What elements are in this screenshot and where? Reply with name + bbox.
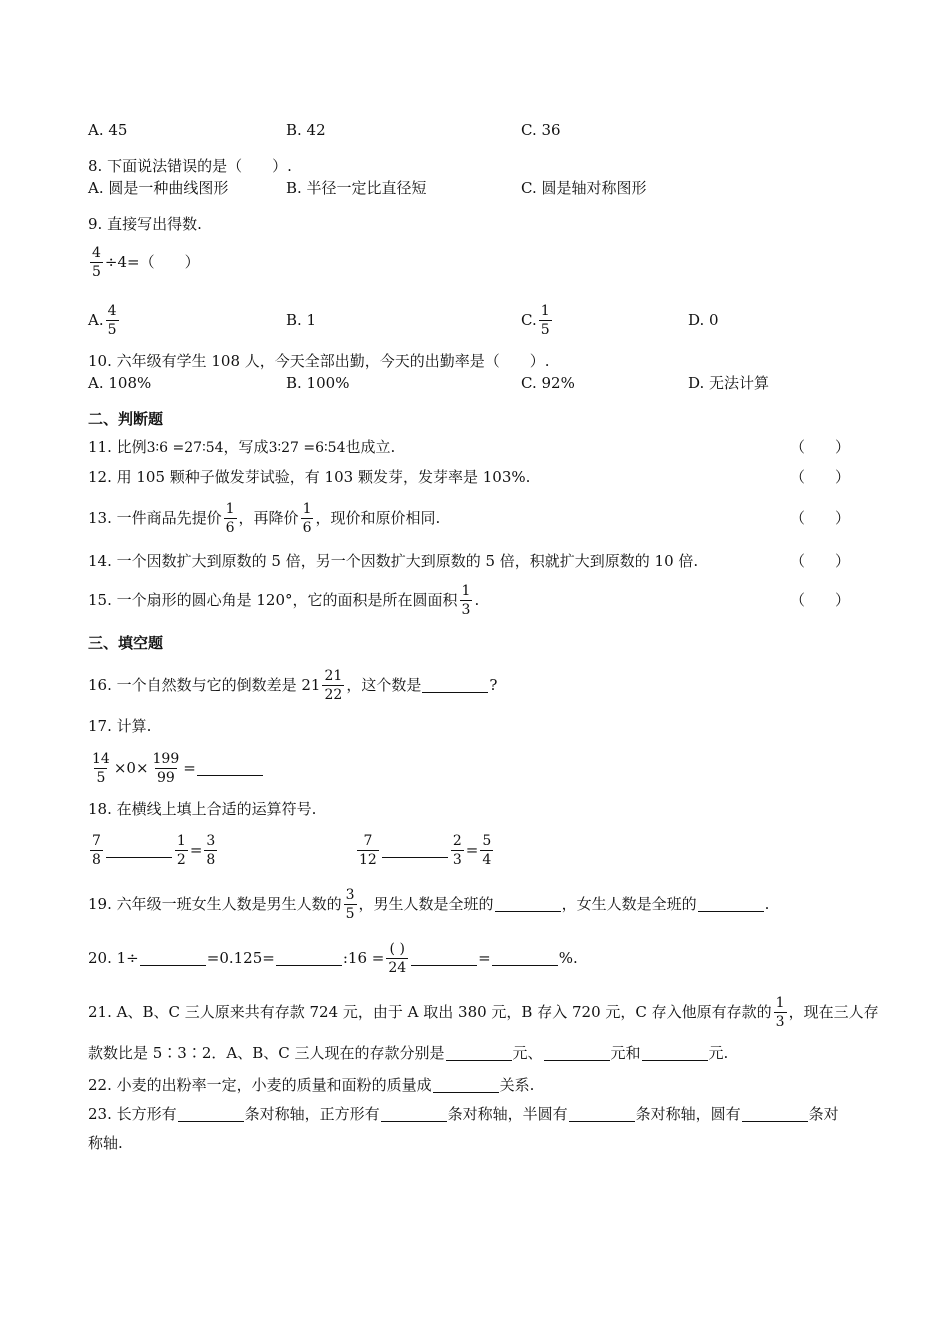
q18-e1-fraction-1 [90, 834, 103, 867]
q18-e2-operator-blank[interactable] [382, 843, 448, 858]
q12-answer-bracket[interactable]: （ ） [789, 468, 850, 486]
section-title: 三、填空题 [88, 634, 164, 652]
q21-text-1: 21. A、B、C 三人原来共有存款 724 元，由于 A 取出 380 元，B 存入 720 元，C 存入他原有存款的 [88, 1002, 772, 1021]
q11-text-1: 11. 比例 [88, 438, 147, 456]
q22-text-1: 22. 小麦的出粉率一定，小麦的质量和面粉的质量成 [88, 1076, 432, 1094]
q21-text-2: ，现在三人存 [788, 1002, 879, 1021]
q8-stem [88, 159, 864, 174]
option-prefix: A. [88, 310, 104, 329]
q11-text-3: 也成立. [345, 438, 396, 456]
q18-e2-fraction-3 [480, 834, 493, 867]
numerator: 1 [225, 500, 235, 517]
q13-text-3: ，现价和原价相同. [315, 508, 441, 527]
denominator: 5 [540, 321, 550, 338]
q21-answer-blank-c[interactable] [642, 1046, 708, 1061]
q9-expression [88, 246, 864, 279]
numerator: 7 [363, 832, 373, 849]
q20-answer-blank-4[interactable] [492, 951, 558, 966]
q14-text: 14. 一个因数扩大到原数的 5 倍，另一个因数扩大到原数的 5 倍，积就扩大到原数的 10 倍. [88, 552, 699, 570]
q20-text-3: :16 = [342, 948, 385, 967]
denominator: 8 [92, 851, 101, 868]
q23-answer-blank-4[interactable] [742, 1107, 808, 1122]
denominator: 5 [345, 905, 355, 922]
q13-answer-bracket[interactable]: （ ） [789, 508, 850, 527]
denominator: 22 [324, 686, 343, 703]
numerator: 4 [107, 302, 117, 319]
q23-line-2 [88, 1136, 864, 1151]
q21-line-1 [88, 992, 879, 1032]
numerator: 1 [775, 994, 785, 1011]
q10-option-d[interactable]: D. 无法计算 [688, 373, 770, 392]
q9-option-a[interactable] [88, 304, 121, 337]
numerator: 1 [302, 500, 312, 517]
q16-answer-blank[interactable] [422, 678, 488, 693]
q23-answer-blank-2[interactable] [381, 1107, 447, 1122]
q18-e2-fraction-2 [451, 834, 464, 867]
q8-option-a[interactable]: A. 圆是一种曲线图形 [88, 178, 229, 197]
numerator: 1 [540, 302, 550, 319]
q23-text-6: 称轴. [88, 1134, 123, 1152]
q19 [88, 884, 864, 924]
q15-text-1: 15. 一个扇形的圆心角是 120°，它的面积是所在圆面积 [88, 590, 458, 609]
q10-option-a[interactable]: A. 108% [88, 373, 152, 392]
numerator: 14 [92, 750, 110, 767]
numerator: 1 [176, 832, 186, 849]
denominator: 5 [107, 321, 117, 338]
equals: = [189, 840, 203, 859]
q16-text-1: 16. 一个自然数与它的倒数差是 21 [88, 675, 321, 694]
denominator: 5 [96, 769, 106, 786]
q18-e2-fraction-1 [357, 834, 379, 867]
q20-answer-blank-2[interactable] [276, 951, 342, 966]
q13-text-1: 13. 一件商品先提价 [88, 508, 222, 527]
q22-text-2: 关系. [499, 1076, 535, 1094]
q16-fraction [322, 669, 344, 702]
q21-line-2 [88, 1046, 864, 1061]
q19-text-3: ，女生人数是全班的 [561, 894, 697, 913]
option-prefix: C. [521, 310, 537, 329]
numerator[interactable]: ( ) [389, 940, 405, 957]
denominator: 6 [225, 519, 235, 536]
numerator: 3 [345, 886, 355, 903]
q9-options [88, 300, 864, 340]
q7-option-c[interactable]: C. 36 [521, 120, 561, 139]
q13-text-2: ，再降价 [238, 508, 299, 527]
q17-fraction-1 [90, 752, 112, 785]
q21-text-5: 元和 [610, 1044, 641, 1062]
q19-answer-blank-1[interactable] [495, 897, 561, 912]
q7-option-b[interactable]: B. 42 [286, 120, 326, 139]
q19-text-2: ，男生人数是全班的 [358, 894, 494, 913]
q20-fraction [386, 942, 408, 975]
q21-text-4: 元、 [512, 1044, 543, 1062]
q20 [88, 938, 864, 978]
q8-option-c[interactable]: C. 圆是轴对称图形 [521, 178, 647, 197]
q10-option-b[interactable]: B. 100% [286, 373, 350, 392]
q21-text-3: 款数比是 5∶3∶2．A、B、C 三人现在的存款分别是 [88, 1044, 445, 1062]
q12 [88, 470, 864, 485]
q18-expression-1 [88, 834, 219, 867]
q16-text-3: ? [489, 675, 498, 694]
q9-stem [88, 217, 864, 232]
denominator: 8 [206, 851, 216, 868]
q23-text-4: 条对称轴，圆有 [635, 1105, 741, 1123]
q11-answer-bracket[interactable]: （ ） [789, 438, 850, 456]
q9-option-d[interactable]: D. 0 [688, 310, 719, 329]
q15-text-2: . [474, 590, 480, 609]
q9-option-c[interactable] [521, 304, 554, 337]
q19-text-1: 19. 六年级一班女生人数是男生人数的 [88, 894, 342, 913]
q10-text: 10. 六年级有学生 108 人，今天全部出勤，今天的出勤率是（ ）. [88, 352, 550, 370]
denominator: 3 [461, 601, 471, 618]
q7-option-a[interactable]: A. 45 [88, 120, 128, 139]
q17-expression [88, 748, 864, 788]
numerator: 5 [482, 832, 492, 849]
q17-text: 17. 计算. [88, 717, 152, 735]
q11-ratio-2: 3∶27 =6∶54 [268, 439, 346, 456]
q23-text-5: 条对 [808, 1105, 839, 1123]
q20-text-5: %. [558, 948, 578, 967]
q19-fraction [344, 888, 357, 921]
numerator: 3 [206, 832, 216, 849]
q10-option-c[interactable]: C. 92% [521, 373, 575, 392]
q9-option-a-fraction [106, 304, 119, 337]
q21-answer-blank-a[interactable] [446, 1046, 512, 1061]
q12-text: 12. 用 105 颗种子做发芽试验，有 103 颗发芽，发芽率是 103%. [88, 468, 531, 486]
denominator: 99 [156, 769, 175, 786]
q15-fraction [460, 584, 473, 617]
q22 [88, 1078, 864, 1093]
q14-answer-bracket[interactable]: （ ） [789, 552, 850, 570]
q13 [88, 498, 864, 538]
q10-stem [88, 354, 864, 369]
section-title: 二、判断题 [88, 410, 164, 428]
q19-text-4: . [764, 894, 770, 913]
q15 [88, 580, 864, 620]
q18-text: 18. 在横线上填上合适的运算符号. [88, 800, 317, 818]
q20-answer-blank-1[interactable] [140, 951, 206, 966]
q18-expression-2 [355, 834, 495, 867]
q9-option-b[interactable]: B. 1 [286, 310, 317, 329]
q23-text-2: 条对称轴，正方形有 [244, 1105, 380, 1123]
q18-expressions [88, 830, 864, 870]
q8-option-b[interactable]: B. 半径一定比直径短 [286, 178, 427, 197]
numerator: 1 [461, 582, 471, 599]
q20-text-1: 20. 1÷ [88, 948, 139, 967]
numerator: 2 [452, 832, 462, 849]
numerator: 199 [152, 750, 180, 767]
q21-fraction [774, 996, 787, 1029]
denominator: 12 [359, 851, 377, 868]
q11-ratio-1: 3∶6 =27∶54 [146, 439, 224, 456]
numerator: 21 [324, 667, 343, 684]
numerator: 7 [92, 832, 101, 849]
q17-operator: ×0× [113, 758, 149, 777]
q18-e1-operator-blank[interactable] [106, 843, 172, 858]
equals: = [465, 840, 479, 859]
q9-option-c-fraction [539, 304, 552, 337]
q22-answer-blank[interactable] [433, 1078, 499, 1093]
denominator: 3 [452, 851, 462, 868]
denominator: 3 [775, 1013, 785, 1030]
numerator: 4 [92, 245, 101, 261]
q17-equals: = [183, 758, 196, 777]
q16-text-2: ，这个数是 [346, 675, 422, 694]
q23-answer-blank-1[interactable] [178, 1107, 244, 1122]
q21-answer-blank-b[interactable] [544, 1046, 610, 1061]
denominator: 4 [482, 851, 492, 868]
q18-e1-fraction-2 [175, 834, 188, 867]
q11-text-2: ，写成 [223, 438, 269, 456]
q13-fraction-2 [301, 502, 314, 535]
q23-text-1: 23. 长方形有 [88, 1105, 177, 1123]
q11 [88, 440, 864, 455]
q19-answer-blank-2[interactable] [698, 897, 764, 912]
q18-stem [88, 802, 864, 817]
q17-stem [88, 719, 864, 734]
q20-text-2: =0.125= [206, 948, 275, 967]
section-heading-fill-in [88, 636, 864, 651]
q18-e1-fraction-3 [204, 834, 217, 867]
denominator: 6 [302, 519, 312, 536]
q20-answer-blank-3[interactable] [411, 951, 477, 966]
q23-line-1 [88, 1107, 864, 1122]
denominator: 5 [92, 264, 101, 280]
q13-fraction-1 [224, 502, 237, 535]
q9-fraction [90, 246, 103, 279]
q16 [88, 665, 864, 705]
q14 [88, 554, 864, 569]
q9-text: 9. 直接写出得数. [88, 215, 202, 233]
q9-expr-rest: ÷4=（ ） [104, 253, 200, 271]
q23-text-3: 条对称轴，半圆有 [447, 1105, 568, 1123]
section-heading-judgement [88, 412, 864, 427]
denominator: 2 [176, 851, 186, 868]
q15-answer-bracket[interactable]: （ ） [789, 590, 850, 609]
q17-answer-blank[interactable] [197, 761, 263, 776]
denominator: 24 [388, 959, 407, 976]
q20-text-4: = [478, 948, 491, 967]
q8-text: 8. 下面说法错误的是（ ）. [88, 157, 292, 175]
q21-text-6: 元. [708, 1044, 729, 1062]
q17-fraction-2 [151, 752, 182, 785]
q23-answer-blank-3[interactable] [569, 1107, 635, 1122]
